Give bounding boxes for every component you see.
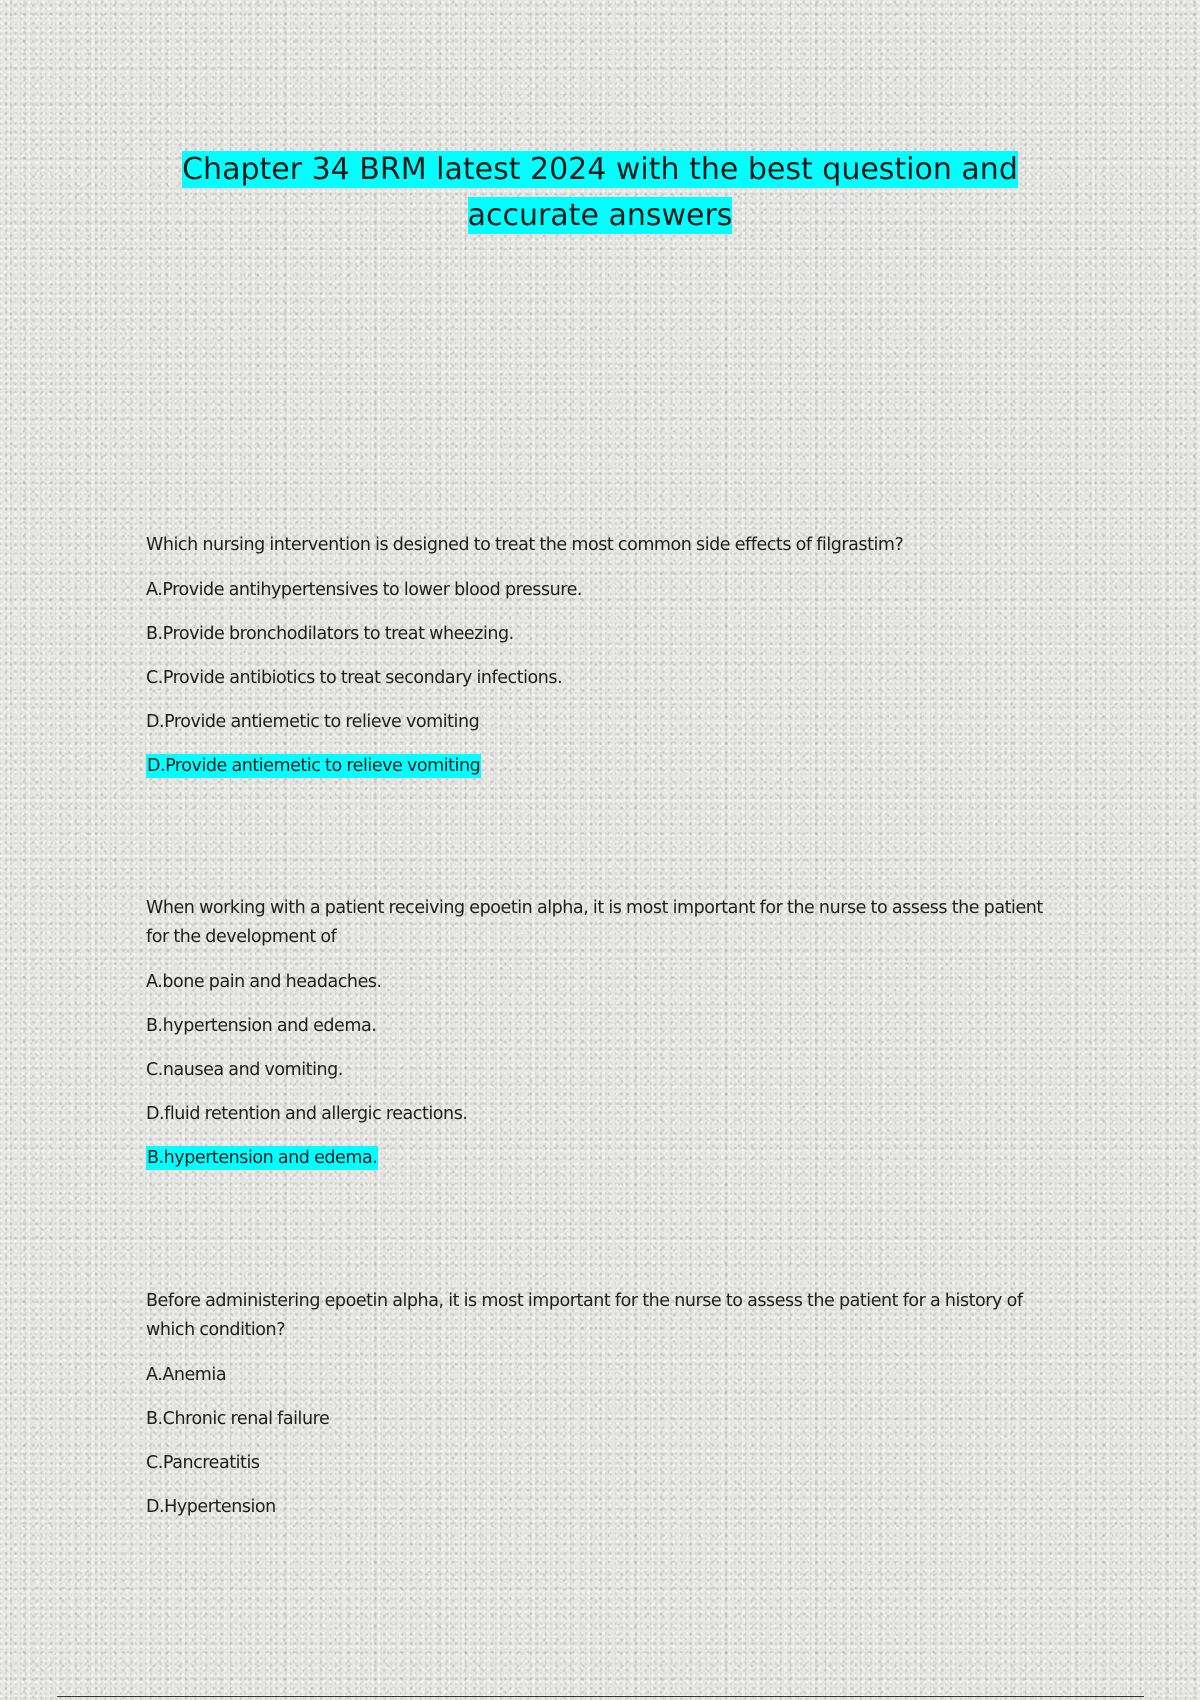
document-title [120,147,1080,239]
page-bottom-rule [57,1696,1144,1697]
option-a: A.Provide antihypertensives to lower blood pressure. [146,580,583,600]
option-b: B.Provide bronchodilators to treat wheezing. [146,624,514,644]
question-text: Which nursing intervention is designed to treat the most common side effects of filgrastim? [146,535,904,555]
highlighted-answer [146,1143,1066,1173]
highlighted-answer [146,751,1066,781]
option-d: D.Provide antiemetic to relieve vomiting [146,712,480,732]
title-line-1: Chapter 34 BRM latest 2024 with the best question and [182,152,1018,187]
option-c: C.Provide antibiotics to treat secondary infections. [146,668,563,688]
question-text: When working with a patient receiving epoetin alpha, it is most important for the nurse to assess the patient for the development of [146,898,1043,947]
option-c: C.nausea and vomiting. [146,1060,343,1080]
answer-text: B.hypertension and edema. [147,1148,378,1168]
answer-text: D.Provide antiemetic to relieve vomiting [147,756,481,776]
option-c: C.Pancreatitis [146,1453,260,1473]
question-2 [146,894,1066,1173]
title-line-2: accurate answers [467,198,733,233]
option-d: D.Hypertension [146,1497,276,1517]
option-b: B.Chronic renal failure [146,1409,330,1429]
option-d: D.fluid retention and allergic reactions. [146,1104,468,1124]
question-3 [146,1287,1066,1536]
question-1 [146,531,1066,781]
option-a: A.Anemia [146,1365,227,1385]
option-b: B.hypertension and edema. [146,1016,377,1036]
question-text: Before administering epoetin alpha, it is most important for the nurse to assess the patient for a history of which condition? [146,1291,1023,1340]
option-a: A.bone pain and headaches. [146,972,382,992]
